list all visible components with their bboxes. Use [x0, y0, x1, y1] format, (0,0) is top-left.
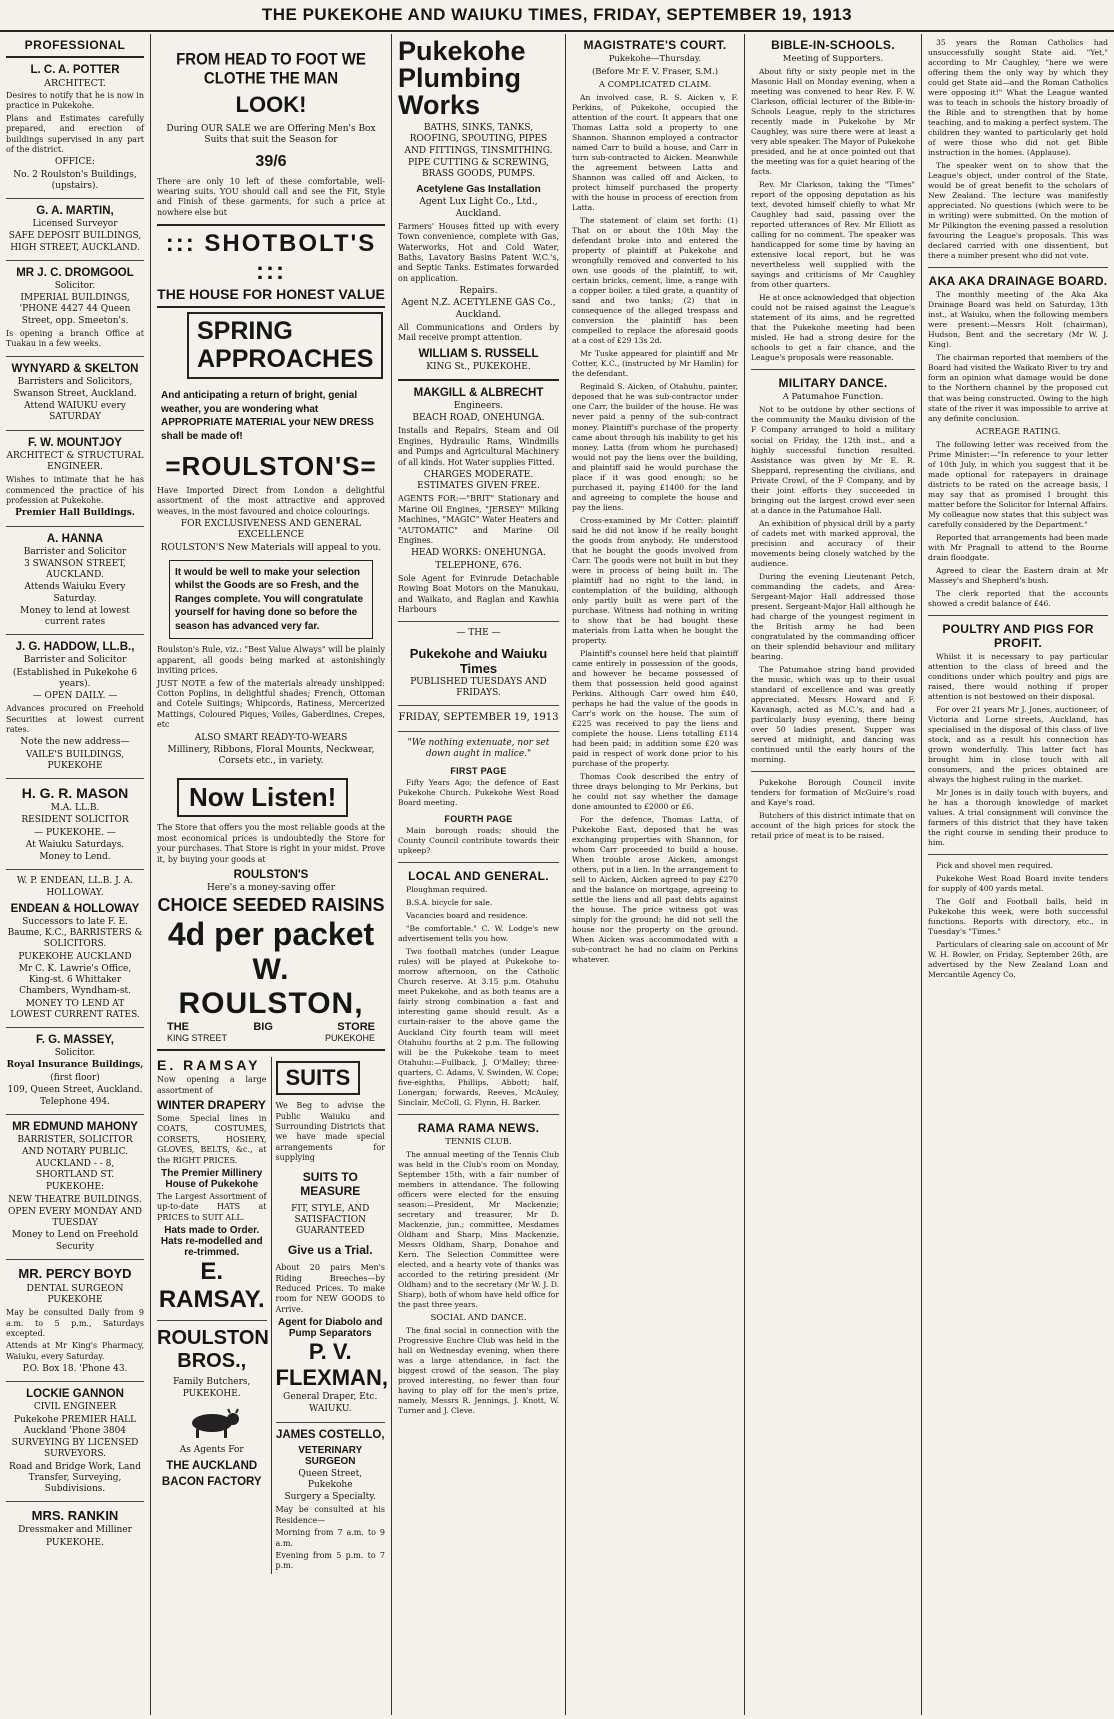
ad-offices: Pukekohe PREMIER HALL Auckland 'Phone 3804 [13, 1414, 137, 1436]
shotbolt-ad [157, 52, 385, 308]
plumbing-farmers: Farmers' Houses fitted up with every Town convenience, complete with Gas, Waterworks, Hot and Cold Water, Baths, Lavatory Basins Patent W.C.'s, and Septic Tanks. Estimates forwarded on application. [398, 221, 559, 283]
ad-name: F. G. MASSEY, [36, 1034, 114, 1047]
first-page-title: FIRST PAGE [450, 766, 507, 777]
ad-role: Barristers and Solicitors, [17, 376, 133, 387]
ad-address: Swanson Street, Auckland. [13, 388, 137, 399]
roulstons-name: =ROULSTON'S= [165, 451, 377, 482]
ad-note: Money to Lend. [39, 852, 111, 863]
drainage-title: AKA AKA DRAINAGE BOARD. [928, 274, 1108, 289]
suits-body: We Beg to advise the Public Waiuku and Surrounding Districts that we have made special arrangements for supplying [275, 1101, 385, 1163]
ad-name: MR. PERCY BOYD [18, 1265, 132, 1281]
military-paragraph: Not to be outdone by other sections of the community the Mauku division of the F Company arranged to hold a military social on Friday, the 12th inst., and a highly successful function resulted. Assistance was given by Mr E. R. Sheppard, representing the civilians, and Private Crowl, of the F Company, and by their joint efforts they succeeded in bringing out the largest crowd ever seen at a dance in the Patumahoe Hall. [751, 405, 915, 515]
fourth-page-title: FOURTH PAGE [444, 814, 513, 825]
flexman-column [271, 1057, 386, 1574]
bible-paragraph: He at once acknowledged that objection could not be raised against the League's statement of its aims, and he regretted that the Pukekohe meeting had been misled. He had a strong desire for the schools to get a fair chance, and the League's proposals were reasonable. [751, 293, 915, 363]
ad-role: Barrister and Solicitor [23, 546, 127, 557]
suits-headline: SUITS [276, 1061, 361, 1095]
fourth-page-body: Main borough roads; should the County Council contribute towards their upkeep? [398, 826, 559, 856]
makgill-sole-agent: Sole Agent for Evinrude Detachable Rowing Boat Motors on the Manukau, and Waikato, and Raglan and Kawhia Harbours [398, 573, 559, 615]
ad-place: Premier Hall Buildings. [15, 508, 135, 519]
gannon-ad [6, 1388, 144, 1495]
money-saving-offer: Here's a money-saving offer [207, 882, 335, 893]
court-paragraph: Mr Tuske appeared for plaintiff and Mr Cotter, K.C., (instructed by Mr Hamlin) for the defendant. [572, 349, 738, 379]
shotbolt-sale-text: During OUR SALE we are Offering Men's Box Suits that suit the Season for [166, 124, 376, 146]
roulston-shipped: JUST NOTE a few of the materials already unshipped: Cotton Poplins, in delightful shades; French, Ottoman and Cotele Suitings; Whipcords, Ratiness, Mercerized Mattings, Coloured Piques, Voiles, Gaberdines, Crepes, etc [157, 678, 385, 730]
poultry-paragraph: Mr Jones is in daily touch with buyers, and he has a thorough knowledge of market values. A trial consignment will convince the farmers of this district that they have taken the right course in sending their produce to him. [928, 788, 1108, 848]
ad-pukekohe: NEW THEATRE BUILDINGS. [8, 1194, 142, 1205]
ramsay-name-2: E. RAMSAY. [158, 1258, 265, 1314]
potter-ad [6, 64, 144, 192]
roulston-bros-name: ROULSTON BROS., [157, 1327, 269, 1373]
ad-address-note: Note the new address— [20, 737, 130, 748]
ramsay-opening: Now opening a large assortment of [157, 1075, 267, 1095]
drainage-paragraph: Reported that arrangements had been made with Mr Pragnall to attend to the Bourne drain floodgate. [928, 532, 1108, 562]
ad-place: PUKEKOHE [47, 1294, 103, 1305]
shotbolt-tagline: THE HOUSE FOR HONEST VALUE [157, 286, 385, 308]
drainage-paragraph: The following letter was received from the Prime Minister:—"In reference to your letter of 10th July, in which you suggest that it be made optional for ratepayers in drainage districts to be rated on the acreage basis, I may say that as promised I brought this matter before the Solicitor for Internal Affairs. My colleague now states that this subject was carefully considered by the Department." [928, 439, 1108, 529]
ad-name: J. G. HADDOW, LL.B., [15, 641, 135, 654]
drainage-paragraph: The chairman reported that members of the Board had visited the Waikato River to try and form an opinion what damage would be done to the Northern channel by the proposed cut that was being constructed. Owing to the high state of the river it was impossible to arrive at any definite conclusion. [928, 353, 1108, 423]
mahony-ad [6, 1121, 144, 1253]
spring-headline [187, 312, 383, 379]
suits-fit: FIT, STYLE, AND SATISFACTION GUARANTEED [291, 1203, 370, 1237]
ad-note: Attend WAIUKU every SATURDAY [24, 401, 126, 423]
ad-money: Money to Lend on Freehold Security [11, 1230, 139, 1252]
tenders-note: Pukekohe West Road Board invite tenders for supply of 400 yards metal. [928, 874, 1108, 894]
martin-ad [6, 205, 144, 254]
roulston-rule: Roulston's Rule, viz.: "Best Value Always" will be plainly apparent, all goods being marked at astonishingly inviting prices. [157, 645, 385, 676]
ad-floor: (first floor) [50, 1072, 100, 1083]
court-before: (Before Mr F. V. Fraser, S.M.) [591, 67, 719, 77]
big-word: BIG [253, 1021, 273, 1034]
paper-the: — THE — [456, 628, 501, 639]
bible-column [745, 38, 921, 1715]
paper-date: FRIDAY, SEPTEMBER 19, 1913 [398, 712, 559, 724]
ad-money: MONEY TO LEND AT LOWEST CURRENT RATES. [10, 998, 140, 1020]
ad-place: PUKEKOHE. [46, 1537, 104, 1548]
suits-to-measure: SUITS TO MEASURE [300, 1169, 361, 1198]
court-paragraph: For the defence, Thomas Latta, of Pukekohe East, deposed that he was exchanging properties with Shannon, for whom Carr proceeded to build a house. When trouble arose Aicken, amongst others, put in a lien. In the arrangement to sell to Aicken, Aicken agreed to pay £270 and the balance on mortgage, agreeing to settle the liens and all past debts against the house. The price witness got was simply for the ground; he did not sell the house nor the property on the ground. When Aicken was accommodated with a sub-contract he had no claim on Perkins whatever. [572, 815, 738, 965]
ad-body: SURVEYING BY LICENSED SURVEYORS. [11, 1438, 139, 1460]
court-paragraph: An involved case, R. S. Aicken v. F. Perkins, of Pukekohe, occupied the attention of the court. It appears that one Thomas Latta sold a property to one Shannon. Shannon employed a contractor named Carr to build a house, and Carr in turn sub-contracted to Aicken. Meanwhile the agreement between Latta and Shannon was called off and Aicken, to protect himself purchased the property with the house in process of erection from Latta. [572, 93, 738, 213]
ad-box: P.O. Box 18. 'Phone 43. [22, 1364, 128, 1375]
makgill-name: MAKGILL & ALBRECHT [413, 386, 544, 399]
ad-address: 3 SWANSON STREET, AUCKLAND. [24, 558, 126, 581]
makgill-role: Engineers. [453, 400, 504, 411]
ad-successors: Successors to late F. E. Baume, K.C., BARRISTERS & SOLICITORS. [7, 916, 143, 950]
drainage-column [922, 38, 1114, 1715]
w-roulston-name: W. ROULSTON, [178, 953, 364, 1021]
ad-role: BARRISTER, SOLICITOR AND NOTARY PUBLIC. [17, 1135, 133, 1157]
ad-note: Money to lend at lowest current rates [20, 605, 130, 628]
adverts-column [151, 38, 391, 1715]
paper-published: PUBLISHED TUESDAYS AND FRIDAYS. [410, 676, 547, 698]
butchers-note: Butchers of this district intimate that on account of the high prices for stock the retail price of meat is to be raised. [751, 811, 915, 841]
roulston-raisins-ad [157, 768, 385, 1043]
ad-name: LOCKIE GANNON [26, 1388, 124, 1401]
masthead [0, 0, 1114, 32]
ad-note: Attends Waiuku Every Saturday. [24, 582, 126, 604]
raisins-price: 4d per packet [167, 916, 375, 953]
spring-anticipate: And anticipating a return of bright, genial weather, you are wondering what APPROPRIATE MATERIAL your NEW DRESS shall be made of! [161, 390, 374, 442]
military-paragraph: During the evening Lieutenant Petch, commanding the cadets, and Area-Sergeant-Major Hall addressed those present. Sergeant-Major Hall although he had charge of the youngest regiment in the British army he had been congratulated by the commanding officer on their splendid behaviour and military bearing. [751, 571, 915, 661]
ad-name: ENDEAN & HOLLOWAY [10, 902, 140, 915]
social-dance-body: The final social in connection with the Progressive Euchre Club was held in the hall on Wednesday evening, when there was a large attendance, in fact the biggest crowd of the season. The play proved interesting, no fewer than four having to play off for the men's prize, namely, Messrs R. Jennings, J. Knott, W. Turner and J. Cleve. [398, 1325, 559, 1415]
makgill-address: BEACH ROAD, ONEHUNGA. [412, 413, 545, 424]
now-listen-body: The Store that offers you the most reliable goods at the most economical prices is undoubtedly the Store for your purchases. That Store is right in your midst. Prove it, by buying your goods at [157, 823, 385, 864]
ad-degree: M.A. LL.B. [50, 803, 100, 814]
rankin-ad [6, 1508, 144, 1549]
roulston-bros-place: PUKEKOHE. [182, 1389, 241, 1400]
local-item: Vacancies board and residence. [406, 911, 528, 921]
poultry-paragraph: For over 21 years Mr J. Jones, auctioneer, of Victoria and Lorne streets, Auckland, has specialised in the disposal of this class of live stock, and as a result his connection has grown wonderfully. This latter fact has brought him in close touch with all consumers, and the prices obtained are always the highest ruling in the market. [928, 704, 1108, 784]
ramsay-column [157, 1057, 267, 1574]
ramsay-name: E. RAMSAY [157, 1057, 261, 1074]
ramsay-hats: The Largest Assortment of up-to-date HATS at PRICES to SUIT ALL. [157, 1191, 267, 1222]
dromgool-ad [6, 267, 144, 350]
ad-body-2: Road and Bridge Work, Land Transfer, Surveying, Subdivisions. [9, 1461, 141, 1495]
court-paragraph: Reginald S. Aicken, of Otahuhu, painter, deposed that he was sub-contractor under one Carr, the builder of the house. He was never paid a penny of the sub-contract money. Plaintiff's purchase of the property came about through his inability to get his money. Latta (from whom he purchased) would not pay the liens over the building, and plaintiff said he would purchase the place if it was good enough; so he purchased it, paying £1400 for the land and agreeing to complete the house and pay the liens. [572, 382, 738, 512]
football-note: The Golf and Football balls, held in Pukekohe this week, were both successful functions. Reports with directory, etc., in Tuesday's "Times." [928, 897, 1108, 937]
ad-name: WYNYARD & SKELTON [11, 362, 139, 375]
ad-office: No. 2 Roulston's Buildings, (upstairs). [13, 169, 137, 191]
hanna-ad [6, 533, 144, 629]
ad-hours: May be consulted Daily from 9 a.m. to 5 p.m., Saturdays excepted. [6, 1308, 144, 1338]
ad-name: MR EDMUND MAHONY [12, 1121, 138, 1134]
court-paragraph: Plaintiff's counsel here held that plaintiff came entirely in possession of the goods, and however he became possessed of them that possession held good against Perkins. Although Carr owed him £40, perhaps he had the value of the goods in Carr's work on the house. The sum of £225 was received to pay the liens and complete the house. Liens totalling £114 had been paid; in addition some £20 was paid in respect of work done prior to his purchase of the property. [572, 648, 738, 769]
plumbing-column [392, 38, 565, 1715]
ad-body: Plans and Estimates carefully prepared, and erection of buildings supervised in any part of the district. [6, 113, 144, 154]
plumbing-comms: All Communications and Orders by Mail receive prompt attention. [398, 322, 559, 343]
haddow-ad [6, 641, 144, 772]
makgill-works: HEAD WORKS: ONEHUNGA. [411, 548, 546, 559]
poultry-paragraph: Whilst it is necessary to pay particular attention to the class of breed and the conditions under which poultry and pigs are raised, there would nothing if proper attention is not bestowed on their disposal. [928, 651, 1108, 701]
plumbing-ad [398, 38, 559, 373]
drainage-paragraph: Agreed to clear the Eastern drain at Mr Massey's and Shepherd's bush. [928, 565, 1108, 585]
plumbing-pipe: PIPE CUTTING & SCREWING, BRASS GOODS, PUMPS. [408, 157, 549, 179]
military-sub: A Patumahoe Function. [782, 392, 884, 403]
ad-places: PUKEKOHE AUCKLAND [18, 951, 132, 962]
drainage-paragraph: The clerk reported that the accounts showed a credit balance of £46. [928, 588, 1108, 608]
ad-phone: Telephone 494. [40, 1097, 110, 1108]
ad-name: G. A. MARTIN, [36, 205, 114, 218]
makgill-body: Installs and Repairs, Steam and Oil Engines, Hydraulic Rams, Windmills and Pumps and Agricultural Machinery of all kinds. Hot Water supplies Fitted. [398, 426, 559, 467]
ramsay-winter: WINTER DRAPERY [157, 1097, 266, 1112]
bible-paragraph: Rev. Mr Clarkson, taking the "Times" report of the opposing deputation as his text, devoted himself chiefly to what Mr Caughley had said, passing over the reported utterances of Rev. Mr Elliott as calling for no comment. The speaker was handicapped for some time by having an extensive local report, but he was nevertheless well supplied with the sayings and criticisms of Mr Caughley from other quarters. [751, 180, 915, 290]
costello-consult: May be consulted at his Residence— [275, 1505, 385, 1525]
ramsay-hats-remodel: Hats re-modelled and re-trimmed. [160, 1236, 263, 1259]
ad-open: OPEN EVERY MONDAY AND TUESDAY [8, 1206, 142, 1229]
bull-icon [182, 1407, 242, 1439]
shotbolt-look: LOOK! [235, 92, 307, 117]
paper-motto: "We nothing extenuate, nor set down aught in malice." [407, 737, 550, 759]
store-address [167, 1033, 375, 1043]
professional-column [0, 38, 150, 1715]
ad-name: F. W. MOUNTJOY [28, 436, 122, 449]
shotbolt-name: ::: SHOTBOLT'S ::: [157, 224, 385, 286]
bottom-ad-grid [157, 1057, 388, 1574]
ad-role: Solicitor. [54, 280, 96, 291]
ad-address: 109, Queen Street, Auckland. [7, 1084, 143, 1095]
makgill-ad [398, 387, 559, 616]
roulston-spring-ad [157, 308, 385, 767]
plumbing-nz: Agent N.Z. ACETYLENE GAS Co., Auckland. [401, 298, 556, 320]
plumbing-repairs: Repairs. [459, 286, 498, 297]
massey-ad [6, 1034, 144, 1108]
ad-address: VAILE'S BUILDINGS, PUKEKOHE [25, 749, 125, 771]
costello-hours-1: Morning from 7 a.m. to 9 a.m. [275, 1528, 385, 1548]
court-claim-title: A COMPLICATED CLAIM. [598, 80, 712, 90]
ramsay-hats-order: Hats made to Order. [164, 1225, 260, 1237]
ad-body: Wishes to intimate that he has commenced the practice of his profession at Pukekohe. [6, 475, 144, 505]
court-column [566, 38, 744, 1715]
ad-role: CIVIL ENGINEER [33, 1402, 117, 1413]
mason-ad [6, 785, 144, 863]
court-title: MAGISTRATE'S COURT. [583, 38, 727, 52]
suits-trial: Give us a Trial. [287, 1243, 373, 1258]
local-item: Two football matches (under League rules) will be played at Pukekohe to-morrow afternoon, on the Catholic Church reserve. At 3.15 p.m. Otahuhu meet Pukekohe, and as both teams are a fairly strong combination a fast and interesting game should result. As a curtain-raiser to the above game the Auckland City fourth team will meet Otahuhu fourths at 2 p.m. The following will be the Pukekohe team to meet Otahuhu:—Fullback, J. O'Malley; three-quarters, C. Adams, V. Swinden, W. Cope; five-eighths, Phillips, Abbott; half, Lonergan; forwards, Reeves, McAuley, Sinclair, McColl, G. Flynn, H. Barker. [398, 947, 559, 1107]
court-paragraph: Thomas Cook described the entry of three drays belonging to Mr Perkins, but he could not say whether the damage done amounted to £2000 or £6. [572, 772, 738, 812]
boyd-ad [6, 1266, 144, 1375]
ad-role: RESIDENT SOLICITOR [21, 815, 129, 826]
ad-office-label: OFFICE: [55, 157, 95, 168]
court-place: Pukekohe—Thursday. [608, 54, 702, 64]
plumbing-agent: Agent Lux Light Co., Ltd., Auckland. [419, 197, 538, 219]
costello-surgery: Surgery a Specialty. [284, 1492, 377, 1503]
choice-raisins: CHOICE SEEDED RAISINS [157, 895, 385, 916]
ad-role: ARCHITECT & STRUCTURAL ENGINEER. [6, 450, 144, 472]
bible-paragraph: About fifty or sixty people met in the Masonic Hall on Monday evening, when a meeting was convened to hear Rev. F. W. Clarkson, official lecturer of the Bible-in-Schools League, reply to the strictures recently made in Pukekohe by Mr Caughley, was sure there were at least a very able speaker. The Mayor of Pukekohe presided, and he at once pointed out that the meeting was for a quiet hearing of the facts. [751, 67, 915, 177]
bible-title: BIBLE-IN-SCHOOLS. [771, 38, 895, 52]
mountjoy-ad [6, 437, 144, 520]
ramsay-premier: The Premier Millinery House of Pukekohe [161, 1167, 263, 1190]
store-town: PUKEKOHE [324, 1033, 375, 1044]
ad-name: A. HANNA [46, 532, 104, 545]
now-listen-roulstons: ROULSTON'S [233, 868, 309, 881]
endean-ad [6, 876, 144, 1021]
plumbing-services: BATHS, SINKS, TANKS, ROOFING, SPOUTING, PIPES AND FITTINGS, TINSMITHING. [404, 123, 553, 156]
ad-waiuku: Attends at Mr King's Pharmacy, Waiuku, every Saturday. [6, 1341, 144, 1361]
military-paragraph: The Patumahoe string band provided the music, which was up to their usual standard of excellence and was greatly appreciated. Messrs Howard and F. Kavanagh, acted as M.C.'s, and had a particularly busy evening, there being over 50 ladies present. Supper was served at midnight, and dancing was continued until the early hours of the morning. [751, 664, 915, 764]
shotbolt-price: 39/6 [255, 152, 287, 170]
local-item: "Be comfortable." C. W. Lodge's new advertisement tells you how. [398, 924, 559, 944]
roulston-appeal: ROULSTON'S New Materials will appeal to you. [160, 542, 382, 553]
social-dance-title: SOCIAL AND DANCE. [430, 1312, 527, 1323]
ad-place: — PUKEKOHE. — [34, 827, 116, 838]
suits-about: About 20 pairs Men's Riding Breeches—by Reduced Prices. To make room for NEW GOODS to Arrive. [275, 1263, 385, 1314]
roulston-ready-to-wear: ALSO SMART READY-TO-WEARS [194, 732, 348, 743]
rama-rama-title: RAMA RAMA NEWS. [417, 1120, 540, 1135]
ad-name: L. C. A. POTTER [30, 64, 120, 76]
roulston-imported: Have Imported Direct from London a delightful assortment of the most attractive and approved weaves, in the most favoured and choice colourings. [157, 486, 385, 516]
makgill-telephone: TELEPHONE, 676. [435, 560, 522, 571]
plumbing-title: Pukekohe Plumbing Works [398, 38, 526, 120]
wynyard-ad [6, 363, 144, 424]
flexman-town: WAIUKU. [309, 1404, 352, 1415]
ramsay-special: Some Special lines in COATS, COSTUMES, CORSETS, HOSIERY, GLOVES, BELTS, &c., at the RIGHT PRICES. [157, 1113, 267, 1165]
ad-offices: Mr C. K. Lawrie's Office, King-st. 6 Whittaker Chambers, Wyndham-st. [18, 963, 132, 997]
ad-name: MR J. C. DROMGOOL [16, 266, 134, 279]
ad-role: Barrister and Solicitor [23, 655, 127, 666]
makgill-charges: CHARGES MODERATE. ESTIMATES GIVEN FREE. [417, 469, 540, 492]
roulston-millinery: Millinery, Ribbons, Floral Mounts, Neckwear, Corsets etc., in variety. [167, 744, 375, 767]
ad-notice: Desires to notify that he is now in practice in Pukekohe. [6, 91, 144, 111]
roulston-framed-note: It would be well to make your selection whilst the Goods are so Fresh, and the Ranges complete. You will congratulate yourself for having done so before the season has advanced very far. [169, 560, 373, 640]
first-page-body: Fifty Years Ago; the defence of East Pukekohe Church. Pukekohe West Road Board meeting. [398, 778, 559, 808]
bible-continued: 35 years the Roman Catholics had unsuccessfully sought State aid. "Yet," according to Mr Caughley, "here we were offering them the only way by which they could get State aid—and the Roman Catholics were opposing it!" What the League wanted was to teach in schools the history broadly of the Bible and to strengthen that by home teaching, and to making a perfect system. The children they wanted to particularly get hold of were those who did not get Bible instruction in the homes. (Applause). [928, 38, 1108, 158]
borough-note: Pukekohe Borough Council invite tenders for formation of McGuire's road and Kaye's road. [751, 778, 915, 808]
the-word: THE [167, 1021, 189, 1034]
costello-name: JAMES COSTELLO, [275, 1428, 385, 1441]
roulston-exclusive: FOR EXCLUSIVENESS AND GENERAL EXCELLENCE [180, 519, 362, 541]
acreage-rating-title: ACREAGE RATING. [975, 426, 1061, 437]
ad-role: Licensed Surveyor [32, 219, 118, 230]
local-item: B.S.A. bicycle for sale. [406, 898, 493, 908]
costello-hours-2: Evening from 5 p.m. to 7 p.m. [275, 1551, 385, 1571]
flexman-name: P. V. FLEXMAN, [275, 1339, 388, 1391]
ad-role: Solicitor. [54, 1048, 96, 1059]
professional-title: PROFESSIONAL [6, 38, 144, 58]
store-word: STORE [337, 1021, 375, 1034]
paper-name: Pukekohe and Waiuku Times [409, 645, 548, 676]
ad-building: Royal Insurance Buildings, [6, 1060, 144, 1071]
tennis-club-body: The annual meeting of the Tennis Club was held in the Club's room on Monday, September 15th, with a fair number of members in attendance. The following officers were elected for the ensuing season:—President, Mr Mackenzie; secretary and treasurer, Mr D. Mackenzie, jun.; committee, Mesdames Oldham and Sharp, Miss Mackenzie, Messrs Oldham, Sharp, Donahoe and Kern. The Selection Committee were elected, and a hearty vote of thanks was accorded to the retiring president (Mr Oldham) and to the secretary (Mr W. J. D. Sharp), both of whom have held office for the past three years. [398, 1149, 559, 1309]
roulston-bros-butchers: Family Butchers, [173, 1377, 251, 1388]
drainage-paragraph: The monthly meeting of the Aka Aka Drainage Board was held on Saturday, 13th inst., at Waiuku, when the following members were present:—Messrs Holt (chairman), Hudson, Bent and the secretary (Mr W. J. King). [928, 290, 1108, 350]
shotbolt-body: There are only 10 left of these comfortable, well-wearing suits. YOU should call and see the Fit, Style and Finish of these garments, for such a price at nowhere else but [157, 176, 385, 217]
tennis-club-title: TENNIS CLUB. [445, 1136, 512, 1147]
ad-address: IMPERIAL BUILDINGS, 'PHONE 4427 44 Queen Street, opp. Smeeton's. [19, 293, 131, 326]
court-paragraph: The statement of claim set forth: (1) That on or about the 10th May the defendant broke into and entered the property of plaintiff at Pukekohe and wrongfully removed and converted to his own use goods of the plaintiff, to wit, certain bricks, cement, lime, a range with a copper boiler, a tiled grate, a quantity of sand and two tanks; (2) that in consequence of the alleged trespass and conversion the plaintiff has been compelled to replace the aforesaid goods at a cost of £29 13s 2d. [572, 216, 738, 346]
ad-auckland: AUCKLAND - - 8, SHORTLAND ST. [35, 1158, 115, 1181]
costello-role: VETERINARY SURGEON [298, 1444, 363, 1467]
roulston-bros-bacon: BACON FACTORY [161, 1475, 262, 1488]
shovel-note: Pick and shovel men required. [936, 861, 1054, 871]
masthead-title: THE PUKEKOHE AND WAIUKU TIMES, FRIDAY, SEPTEMBER 19, 1913 [261, 5, 853, 24]
costello-address: Queen Street, Pukekohe [298, 1468, 363, 1490]
ad-pukekohe-label: PUKEKOHE: [45, 1182, 105, 1193]
poultry-title: POULTRY AND PIGS FOR PROFIT. [942, 621, 1094, 650]
local-general-title: LOCAL AND GENERAL. [408, 869, 549, 884]
ad-open: — OPEN DAILY. — [32, 691, 118, 702]
roulston-bros-auckland: THE AUCKLAND [166, 1459, 258, 1472]
clearing-note: Particulars of clearing sale on account of Mr W. H. Bowler, on Friday, September 26th, are advertised by the New Zealand Loan and Mercantile Agency Co. [928, 940, 1108, 980]
ad-est: (Established in Pukekohe 6 years). [12, 667, 138, 689]
shotbolt-headline: FROM HEAD TO FOOT WE CLOTHE THE MAN [176, 50, 366, 88]
store-street: KING STREET [167, 1033, 228, 1044]
ad-partners: W. P. ENDEAN, LL.B. J. A. HOLLOWAY. [16, 876, 134, 898]
ad-name: MRS. RANKIN [31, 1508, 119, 1524]
big-store-line [167, 1021, 375, 1033]
roulston-bros-agents: As Agents For [179, 1444, 244, 1455]
plumbing-acetylene: Acetylene Gas Installation [416, 184, 541, 196]
ad-role: DENTAL SURGEON [26, 1282, 124, 1294]
ad-address: SAFE DEPOSIT BUILDINGS, HIGH STREET, AUCKLAND. [8, 231, 142, 253]
bible-sub: Meeting of Supporters. [782, 54, 884, 64]
approaches-word: APPROACHES [197, 344, 374, 373]
ad-role: Dressmaker and Milliner [18, 1525, 132, 1536]
military-paragraph: An exhibition of physical drill by a party of cadets met with marked approval, the precision and accuracy of their movements being closely watched by the audience. [751, 518, 915, 568]
ad-role: ARCHITECT. [44, 78, 106, 89]
plumbing-king-st: KING St., PUKEKOHE. [426, 361, 531, 372]
flexman-draper: General Draper, Etc. [283, 1392, 378, 1403]
ad-name: H. G. R. MASON [21, 785, 129, 802]
military-title: MILITARY DANCE. [778, 376, 888, 391]
spring-word: SPRING [197, 317, 293, 346]
local-item: Ploughman required. [406, 885, 488, 895]
now-listen-headline: Now Listen! [177, 778, 348, 817]
ad-note: At Waiuku Saturdays. [25, 839, 125, 850]
ad-note: Is opening a branch Office at Tuakau in a few weeks. [6, 328, 144, 349]
bible-continued: The speaker went on to show that the League's object, under control of the State, would be of great benefit to the scholars of New Zealand. The lecture was manifestly appreciated. No questions (which were to be in writing) were submitted. On the motion of Mr Pilkington the evening passed a resolution favouring the League's proposals. This was declared carried with one dissentient, but there a number present who did not vote. [928, 161, 1108, 261]
flexman-agent: Agent for Diabolo and Pump Separators [278, 1317, 383, 1340]
ad-body: Advances procured on Freehold Securities at lowest current rates. [6, 704, 144, 735]
makgill-agents: AGENTS FOR:—"BRIT" Stationary and Marine Oil Engines, "JERSEY" Milking Machines, "MAGIC" Water Heaters and "AUTOMATIC" and Marine Oil Engines. [398, 494, 559, 545]
plumbing-russell: WILLIAM S. RUSSELL [418, 347, 539, 360]
court-paragraph: Cross-examined by Mr Cotter: plaintiff said he did not know if he really bought the goods from anybody. He understood that he bought the goods involved from Carr. The goods were not built in but they were in process of being built in. The plaintiff had no right to the land, in contemplation of the building, although only partly built as were part of the purchase. Witness had nothing in writing to show that he had bought these materials from Latta when he bought the property. [572, 515, 738, 645]
